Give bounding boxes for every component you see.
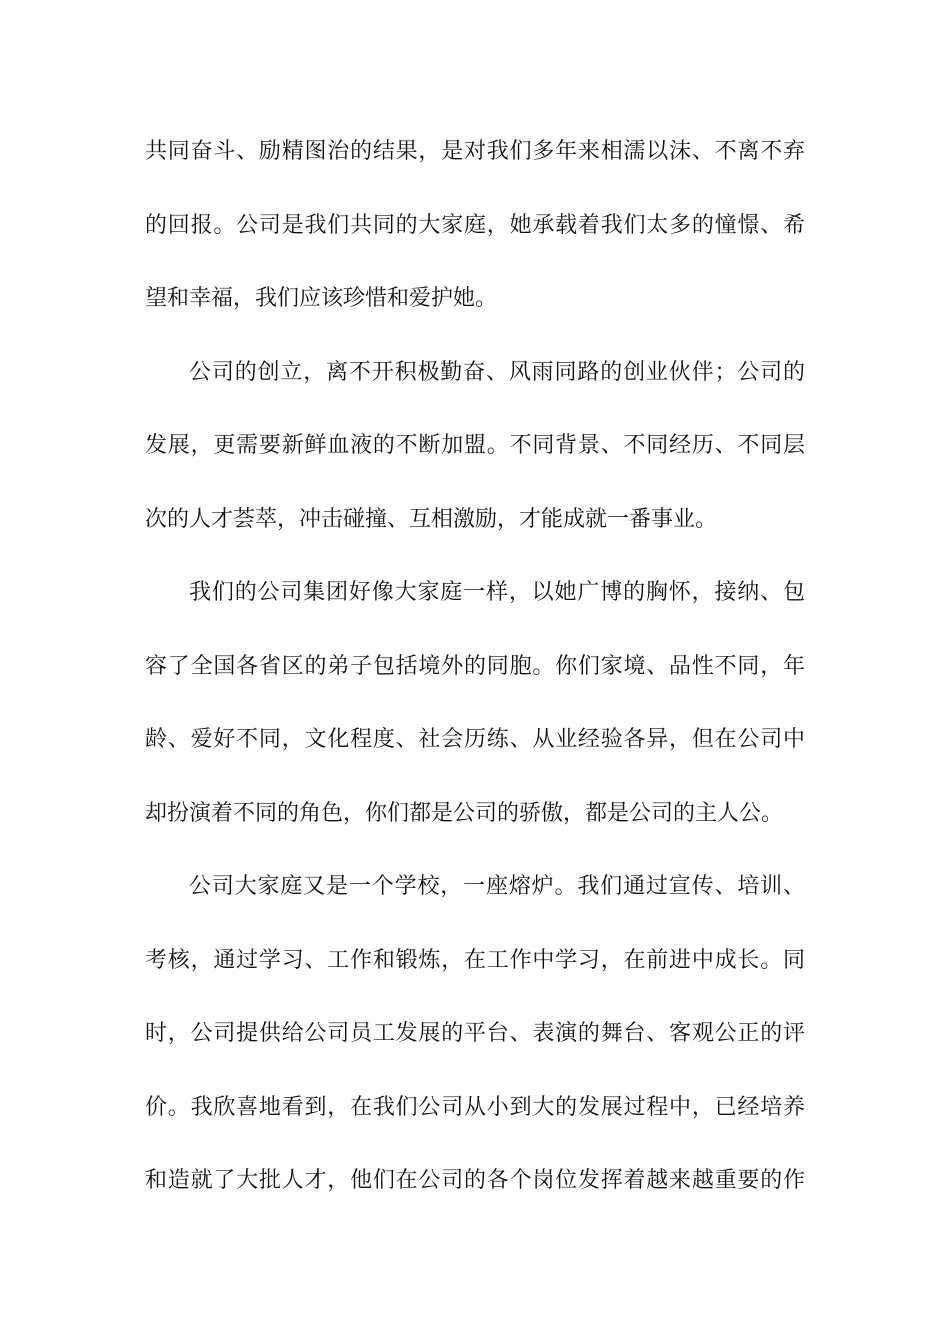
text-line: 共同奋斗、励精图治的结果，是对我们多年来相濡以沫、不离不弃	[145, 139, 805, 164]
text-line: 和造就了大批人才，他们在公司的各个岗位发挥着越来越重要的作	[145, 1168, 805, 1193]
text-line: 次的人才荟萃，冲击碰撞、互相激励，才能成就一番事业。	[145, 506, 718, 532]
text-line: 公司大家庭又是一个学校，一座熔炉。我们通过宣传、培训、	[189, 874, 805, 899]
document-body	[145, 129, 805, 1232]
text-line: 望和幸福，我们应该珍惜和爱护她。	[145, 286, 498, 311]
text-line: 我们的公司集团好像大家庭一样，以她广博的胸怀，接纳、包	[189, 580, 805, 605]
paragraph-1	[145, 129, 805, 350]
text-line: 公司的创立，离不开积极勤奋、风雨同路的创业伙伴；公司的	[189, 359, 805, 385]
text-line: 龄、爱好不同，文化程度、社会历练、从业经验各异，但在公司中	[145, 727, 805, 752]
text-line: 却扮演着不同的角色，你们都是公司的骄傲，都是公司的主人公。	[145, 800, 784, 826]
paragraph-3	[145, 570, 805, 864]
text-line: 考核，通过学习、工作和锻炼，在工作中学习，在前进中成长。同	[145, 947, 805, 973]
text-line: 容了全国各省区的弟子包括境外的同胞。你们家境、品性不同，年	[145, 653, 805, 679]
text-line: 发展，更需要新鲜血液的不断加盟。不同背景、不同经历、不同层	[145, 433, 805, 458]
paragraph-4	[145, 864, 805, 1232]
text-line: 的回报。公司是我们共同的大家庭，她承载着我们太多的憧憬、希	[145, 212, 805, 238]
paragraph-2	[145, 350, 805, 571]
text-line: 时，公司提供给公司员工发展的平台、表演的舞台、客观公正的评	[145, 1021, 805, 1046]
text-line: 价。我欣喜地看到，在我们公司从小到大的发展过程中，已经培养	[145, 1094, 805, 1120]
